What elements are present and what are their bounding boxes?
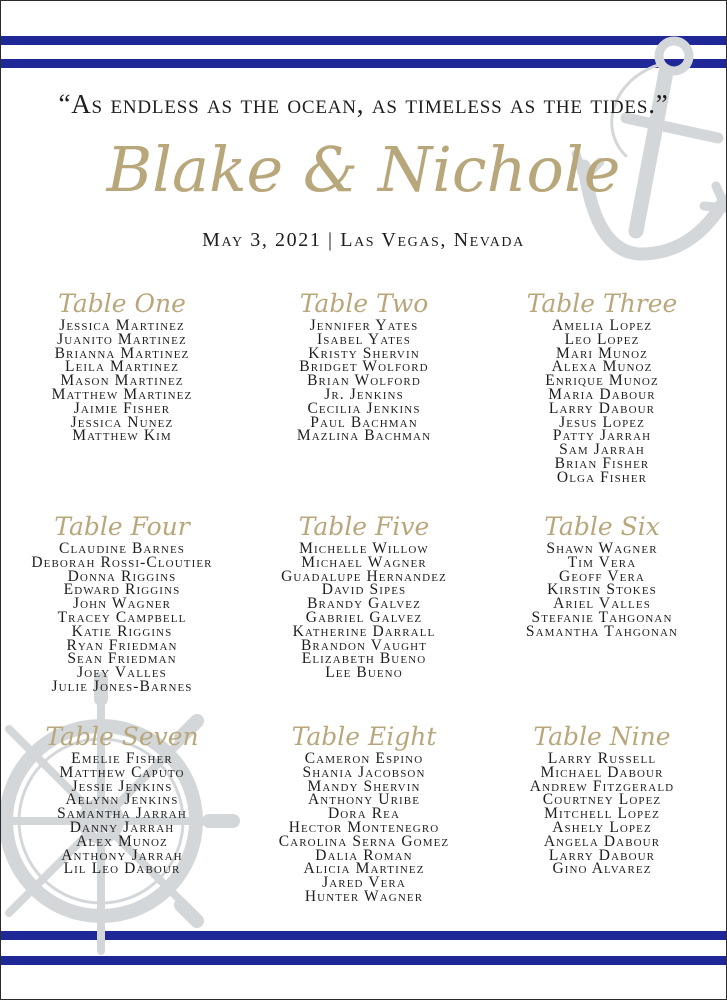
- guest-name: Lee Bueno: [325, 664, 403, 682]
- guest-name: Courtney Lopez: [542, 791, 662, 809]
- table-title: Table Six: [544, 512, 660, 541]
- guest-list: [243, 752, 485, 904]
- table-title: Table Seven: [45, 722, 199, 751]
- guest-name: Gabriel Galvez: [305, 608, 423, 626]
- guest-name: Donna Riggins: [67, 567, 177, 585]
- table-card-nine: [481, 721, 723, 876]
- guest-list: [481, 542, 723, 639]
- guest-name: Jaimie Fisher: [73, 399, 171, 417]
- guest-name: Anthony Uribe: [307, 791, 421, 809]
- guest-name: Edward Riggins: [63, 581, 181, 599]
- guest-name: Andrew Fitzgerald: [529, 777, 675, 795]
- guest-list: [1, 752, 243, 876]
- guest-name: Enrique Munoz: [545, 372, 659, 390]
- guest-name: Katie Riggins: [71, 622, 173, 640]
- guest-list: [481, 319, 723, 485]
- table-card-three: [481, 288, 723, 485]
- guest-list: [481, 752, 723, 876]
- guest-name: Alicia Martinez: [303, 860, 425, 878]
- table-title: Table Three: [526, 289, 678, 318]
- guest-name: Jesus Lopez: [559, 413, 645, 431]
- guest-name: Mason Martinez: [60, 372, 184, 390]
- guest-name: Aelynn Jenkins: [65, 791, 179, 809]
- guest-name: Brian Fisher: [554, 454, 650, 472]
- guest-name: David Sipes: [321, 581, 407, 599]
- table-card-seven: [1, 721, 243, 876]
- guest-name: Samantha Jarrah: [57, 805, 187, 823]
- guest-name: Julie Jones-Barnes: [51, 677, 193, 695]
- guest-list: [1, 542, 243, 694]
- guest-name: Katherine Darrall: [292, 622, 436, 640]
- guest-name: Ryan Friedman: [66, 636, 178, 654]
- guest-name: Brianna Martinez: [54, 344, 190, 362]
- guest-list: [243, 542, 485, 680]
- guest-name: Ariel Valles: [553, 595, 651, 613]
- guest-name: Michael Wagner: [301, 553, 427, 571]
- table-card-four: [1, 511, 243, 694]
- guest-name: Tracey Campbell: [57, 608, 187, 626]
- guest-name: Claudine Barnes: [59, 540, 185, 557]
- guest-name: Joey Valles: [77, 664, 167, 682]
- guest-name: Matthew Caputo: [59, 763, 185, 781]
- guest-name: Mandy Shervin: [307, 777, 421, 795]
- guest-name: Gino Alvarez: [552, 860, 652, 878]
- guest-name: Carolina Serna Gomez: [278, 832, 450, 850]
- guest-name: John Wagner: [72, 595, 172, 613]
- guest-name: Tim Vera: [567, 553, 637, 571]
- guest-name: Samantha Tahgonan: [525, 622, 679, 640]
- guest-name: Stefanie Tahgonan: [531, 608, 673, 626]
- guest-name: Patty Jarrah: [552, 427, 652, 445]
- guest-name: Jessica Nunez: [70, 413, 174, 431]
- guest-name: Angela Dabour: [543, 832, 661, 850]
- guest-name: Hector Montenegro: [288, 818, 440, 836]
- table-title: Table Nine: [533, 722, 671, 751]
- guest-name: Larry Russell: [547, 750, 657, 767]
- guest-name: Brian Wolford: [307, 372, 421, 390]
- guest-name: Larry Dabour: [548, 846, 656, 864]
- date-location: May 3, 2021 | Las Vegas, Nevada: [202, 229, 525, 251]
- guest-name: Danny Jarrah: [69, 818, 175, 836]
- guest-name: Jessica Martinez: [59, 317, 185, 334]
- guest-name: Geoff Vera: [559, 567, 645, 585]
- guest-name: Brandy Galvez: [307, 595, 421, 613]
- guest-name: Kristy Shervin: [308, 344, 420, 362]
- couple-names: Blake & Nichole: [106, 133, 621, 206]
- guest-name: Anthony Jarrah: [61, 846, 183, 864]
- guest-name: Kirstin Stokes: [547, 581, 657, 599]
- guest-name: Michelle Willow: [299, 540, 429, 557]
- guest-name: Brandon Vaught: [300, 636, 428, 654]
- guest-name: Matthew Martinez: [51, 385, 193, 403]
- guest-name: Juanito Martinez: [57, 330, 187, 348]
- table-title: Table Two: [299, 289, 429, 318]
- table-card-five: [243, 511, 485, 680]
- guest-name: Alexa Munoz: [551, 358, 653, 376]
- guest-name: Isabel Yates: [317, 330, 411, 348]
- guest-name: Sam Jarrah: [559, 441, 645, 459]
- guest-name: Leo Lopez: [564, 330, 640, 348]
- guest-name: Olga Fisher: [556, 468, 648, 486]
- guest-name: Larry Dabour: [548, 399, 656, 417]
- guest-list: [1, 319, 243, 443]
- guest-name: Ashely Lopez: [552, 818, 652, 836]
- guest-name: Jared Vera: [322, 874, 406, 892]
- guest-name: Dora Rea: [327, 805, 401, 823]
- guest-name: Matthew Kim: [72, 427, 172, 445]
- table-title: Table Eight: [291, 722, 437, 751]
- guest-name: Amelia Lopez: [551, 317, 653, 334]
- guest-name: Mazlina Bachman: [296, 427, 432, 445]
- table-title: Table Five: [298, 512, 430, 541]
- quote-text: “As endless as the ocean, as timeless as the tides.”: [58, 89, 669, 119]
- guest-name: Cecilia Jenkins: [307, 399, 421, 417]
- guest-name: Paul Bachman: [310, 413, 418, 431]
- guest-name: Mitchell Lopez: [544, 805, 660, 823]
- guest-name: Maria Dabour: [548, 385, 656, 403]
- table-card-two: [243, 288, 485, 443]
- guest-name: Sean Friedman: [67, 650, 177, 668]
- guest-name: Mari Munoz: [556, 344, 648, 362]
- guest-name: Shania Jacobson: [302, 763, 426, 781]
- guest-name: Leila Martinez: [65, 358, 179, 376]
- table-card-six: [481, 511, 723, 639]
- guest-name: Deborah Rossi-Cloutier: [31, 553, 213, 571]
- table-card-eight: [243, 721, 485, 904]
- guest-name: Jennifer Yates: [309, 317, 419, 334]
- guest-name: Alex Munoz: [76, 832, 168, 850]
- guest-name: Hunter Wagner: [304, 887, 424, 905]
- table-card-one: [1, 288, 243, 443]
- guest-name: Shawn Wagner: [546, 540, 658, 557]
- guest-list: [243, 319, 485, 443]
- guest-name: Jr. Jenkins: [324, 385, 404, 403]
- guest-name: Lil Leo Dabour: [63, 860, 181, 878]
- guest-name: Guadalupe Hernandez: [281, 567, 447, 585]
- guest-name: Elizabeth Bueno: [301, 650, 427, 668]
- guest-name: Jessie Jenkins: [71, 777, 173, 795]
- guest-name: Dalia Roman: [315, 846, 413, 864]
- guest-name: Bridget Wolford: [299, 358, 429, 376]
- guest-name: Michael Dabour: [540, 763, 664, 781]
- guest-name: Cameron Espino: [304, 750, 424, 767]
- table-title: Table Four: [54, 512, 190, 541]
- guest-name: Emelie Fisher: [71, 750, 173, 767]
- table-title: Table One: [58, 289, 186, 318]
